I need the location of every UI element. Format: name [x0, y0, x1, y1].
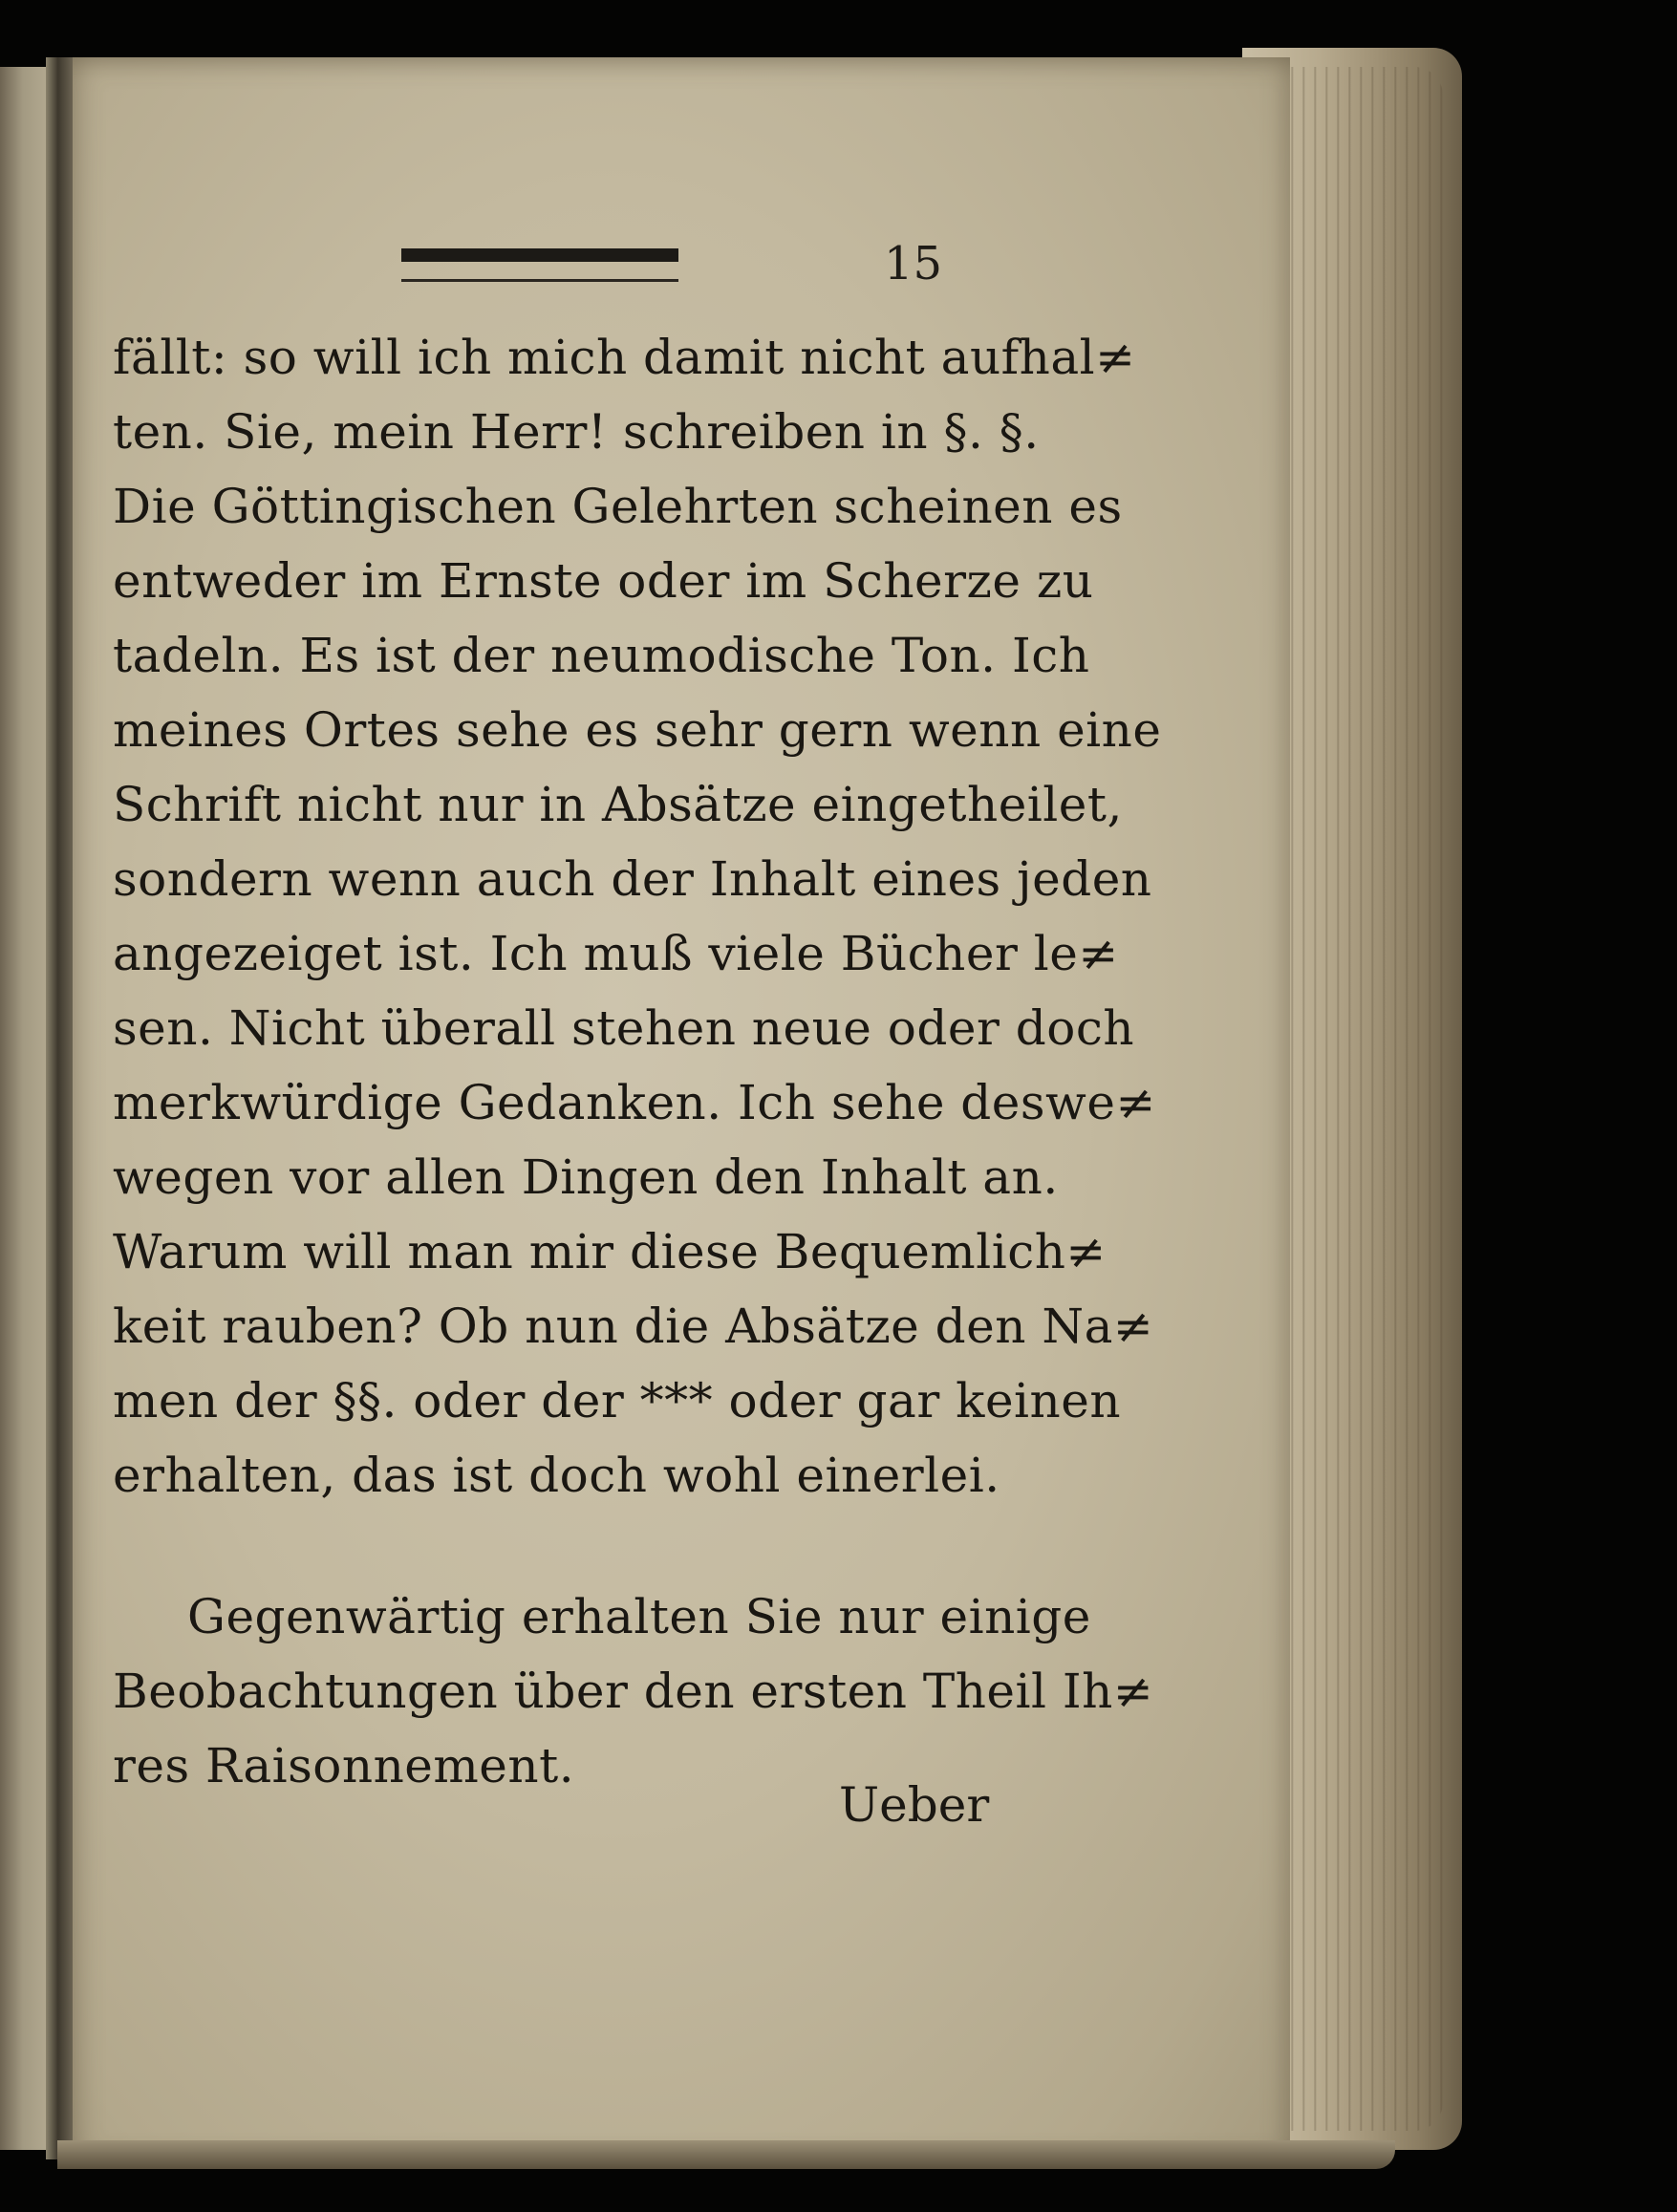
- text-line: keit rauben? Ob nun die Absätze den Na≠: [113, 1299, 1154, 1354]
- page-number: 15: [884, 237, 943, 290]
- paragraph: [113, 320, 1162, 1513]
- body-text: [113, 320, 1162, 1803]
- text-line: sen. Nicht überall stehen neue oder doch: [113, 1000, 1135, 1056]
- paragraph: [113, 1579, 1154, 1803]
- page-stack-lines: [1271, 67, 1443, 2131]
- header-rule: [401, 248, 678, 262]
- text-line: erhalten, das ist doch wohl einerlei.: [113, 1448, 1000, 1503]
- text-line: Die Göttingischen Gelehrten scheinen es: [113, 479, 1123, 534]
- text-line: Warum will man mir diese Bequemlich≠: [113, 1224, 1107, 1279]
- book-gutter: [46, 57, 73, 2159]
- text-line: ten. Sie, mein Herr! schreiben in §. §.: [113, 404, 1040, 460]
- text-line: fällt: so will ich mich damit nicht aufhal≠: [113, 330, 1136, 385]
- text-line: merkwürdige Gedanken. Ich sehe deswe≠: [113, 1075, 1156, 1130]
- paragraph-gap: [113, 1513, 958, 1579]
- text-line: wegen vor allen Dingen den Inhalt an.: [113, 1149, 1059, 1205]
- header-rule-thin: [401, 279, 678, 282]
- text-line: meines Ortes sehe es sehr gern wenn eine: [113, 702, 1162, 758]
- catchword: Ueber: [839, 1777, 990, 1833]
- page-bottom-edge: [57, 2140, 1395, 2169]
- text-line: Gegenwärtig erhalten Sie nur einige: [187, 1589, 1091, 1644]
- text-line: angezeiget ist. Ich muß viele Bücher le≠: [113, 926, 1119, 981]
- text-line: Schrift nicht nur in Absätze eingetheilet,: [113, 777, 1123, 832]
- text-line: sondern wenn auch der Inhalt eines jeden: [113, 851, 1152, 907]
- text-line: tadeln. Es ist der neumodische Ton. Ich: [113, 628, 1090, 683]
- text-line: res Raisonnement.: [113, 1738, 575, 1793]
- text-line: men der §§. oder der *** oder gar keinen: [113, 1373, 1122, 1428]
- text-line: Beobachtungen über den ersten Theil Ih≠: [113, 1664, 1154, 1719]
- text-line: entweder im Ernste oder im Scherze zu: [113, 553, 1094, 609]
